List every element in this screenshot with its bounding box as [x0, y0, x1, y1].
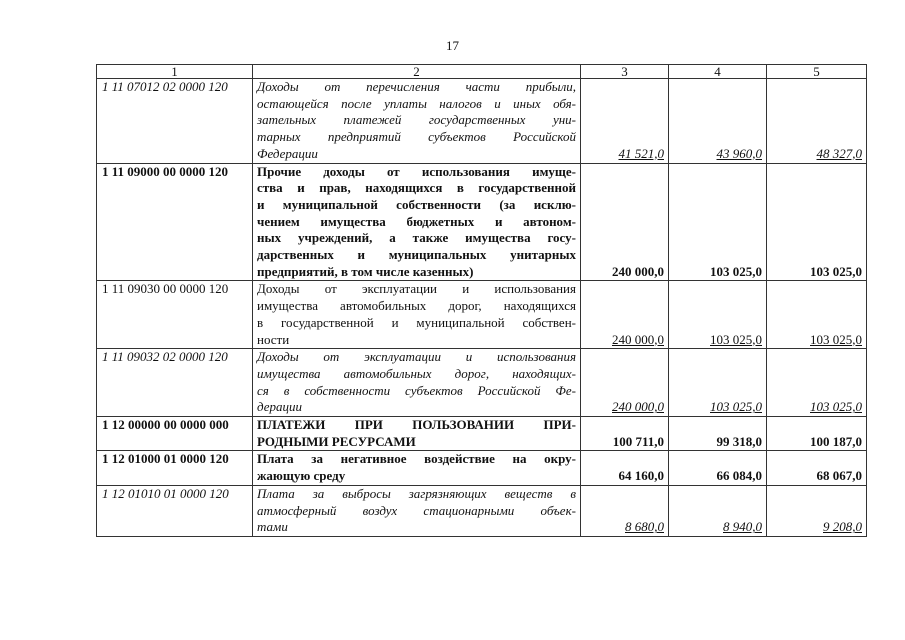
amount-value: 240 000,0 — [612, 399, 664, 415]
budget-code-cell: 1 11 07012 02 0000 120 — [97, 79, 253, 164]
description-line: тарных предприятий субъектов Российской — [257, 129, 576, 145]
amount-cell-col4 — [669, 485, 767, 536]
amount-cell-col3 — [581, 451, 669, 485]
amount-value: 8 940,0 — [723, 519, 762, 535]
amount-value: 64 160,0 — [618, 468, 664, 484]
header-row — [97, 65, 867, 79]
amount-cell-col3 — [581, 349, 669, 417]
amount-value: 100 711,0 — [612, 433, 664, 449]
header-cell-4: 4 — [669, 65, 767, 79]
description-line: предприятий, в том числе казенных) — [257, 263, 474, 279]
page-number: 17 — [446, 38, 459, 53]
description-line: чением имущества бюджетных и автоном- — [257, 213, 576, 229]
amount-cell-col5 — [767, 451, 867, 485]
amount-value: 9 208,0 — [823, 519, 862, 535]
description-cell — [253, 349, 581, 417]
amount-cell-col4 — [669, 349, 767, 417]
amount-value: 103 025,0 — [810, 399, 862, 415]
description-line: ности — [257, 331, 290, 347]
description-line: зательных платежей государственных уни- — [257, 112, 576, 128]
amount-cell-col4 — [669, 417, 767, 451]
amount-cell-col4 — [669, 451, 767, 485]
description-line: в государственной и муниципальной собствен- — [257, 314, 576, 330]
description-line: и муниципальной собственности (за исклю- — [257, 196, 576, 212]
amount-cell-col3 — [581, 79, 669, 164]
table-row — [97, 79, 867, 164]
amount-cell-col3 — [581, 281, 669, 349]
amount-value: 41 521,0 — [618, 145, 664, 161]
amount-cell-col4 — [669, 281, 767, 349]
amount-value: 103 025,0 — [710, 263, 762, 279]
description-line: Доходы от эксплуатации и использования — [257, 349, 576, 365]
description-line: Федерации — [257, 145, 318, 161]
amount-value: 103 025,0 — [710, 399, 762, 415]
table-row — [97, 281, 867, 349]
description-line: тами — [257, 519, 288, 535]
description-cell — [253, 281, 581, 349]
description-cell — [253, 417, 581, 451]
table-row — [97, 485, 867, 536]
budget-code-cell: 1 12 00000 00 0000 000 — [97, 417, 253, 451]
header-cell-3: 3 — [581, 65, 669, 79]
header-cell-5: 5 — [767, 65, 867, 79]
header-cell-2: 2 — [253, 65, 581, 79]
description-cell — [253, 485, 581, 536]
amount-value: 66 084,0 — [716, 468, 762, 484]
amount-value: 68 067,0 — [816, 468, 862, 484]
description-line: ства и прав, находящихся в государственной — [257, 180, 576, 196]
table-row — [97, 451, 867, 485]
amount-value: 48 327,0 — [816, 145, 862, 161]
amount-cell-col4 — [669, 79, 767, 164]
amount-cell-col3 — [581, 417, 669, 451]
amount-value: 100 187,0 — [810, 433, 862, 449]
description-line: Прочие доходы от использования имуще- — [257, 163, 576, 179]
table-row — [97, 349, 867, 417]
description-line: имущества автомобильных дорог, находящих- — [257, 365, 576, 381]
description-line: жающую среду — [257, 468, 346, 484]
table-row — [97, 417, 867, 451]
description-line: РОДНЫМИ РЕСУРСАМИ — [257, 433, 416, 449]
budget-code-cell: 1 11 09030 00 0000 120 — [97, 281, 253, 349]
budget-code-cell: 1 11 09000 00 0000 120 — [97, 163, 253, 281]
header-cell-1: 1 — [97, 65, 253, 79]
description-line: ся в собственности субъектов Российской Фе- — [257, 382, 576, 398]
description-line: имущества автомобильных дорог, находящихся — [257, 298, 576, 314]
amount-value: 99 318,0 — [716, 433, 762, 449]
revenue-table — [96, 64, 867, 537]
amount-cell-col5 — [767, 163, 867, 281]
amount-value: 8 680,0 — [625, 519, 664, 535]
description-line: Доходы от эксплуатации и использования — [257, 281, 576, 297]
amount-cell-col3 — [581, 485, 669, 536]
amount-cell-col5 — [767, 349, 867, 417]
amount-value: 240 000,0 — [612, 263, 664, 279]
description-line: атмосферный воздух стационарными объек- — [257, 502, 576, 518]
budget-code-cell: 1 12 01010 01 0000 120 — [97, 485, 253, 536]
description-line: Доходы от перечисления части прибыли, — [257, 79, 576, 94]
budget-code-cell: 1 11 09032 02 0000 120 — [97, 349, 253, 417]
description-line: ПЛАТЕЖИ ПРИ ПОЛЬЗОВАНИИ ПРИ- — [257, 417, 576, 433]
amount-value: 103 025,0 — [810, 263, 862, 279]
amount-value: 103 025,0 — [710, 331, 762, 347]
description-line: дарственных и муниципальных унитарных — [257, 247, 576, 263]
amount-cell-col5 — [767, 485, 867, 536]
amount-cell-col5 — [767, 417, 867, 451]
amount-value: 43 960,0 — [716, 145, 762, 161]
table-row — [97, 163, 867, 281]
description-line: ных учреждений, а также имущества госу- — [257, 230, 576, 246]
description-line: остающейся после уплаты налогов и иных обя- — [257, 95, 576, 111]
description-cell — [253, 451, 581, 485]
amount-value: 103 025,0 — [810, 331, 862, 347]
amount-cell-col3 — [581, 163, 669, 281]
amount-cell-col5 — [767, 79, 867, 164]
description-line: дерации — [257, 399, 303, 415]
description-cell — [253, 163, 581, 281]
description-line: Плата за выбросы загрязняющих веществ в — [257, 485, 576, 501]
description-line: Плата за негативное воздействие на окру- — [257, 451, 576, 467]
description-cell — [253, 79, 581, 164]
budget-code-cell: 1 12 01000 01 0000 120 — [97, 451, 253, 485]
amount-cell-col5 — [767, 281, 867, 349]
amount-cell-col4 — [669, 163, 767, 281]
amount-value: 240 000,0 — [612, 331, 664, 347]
